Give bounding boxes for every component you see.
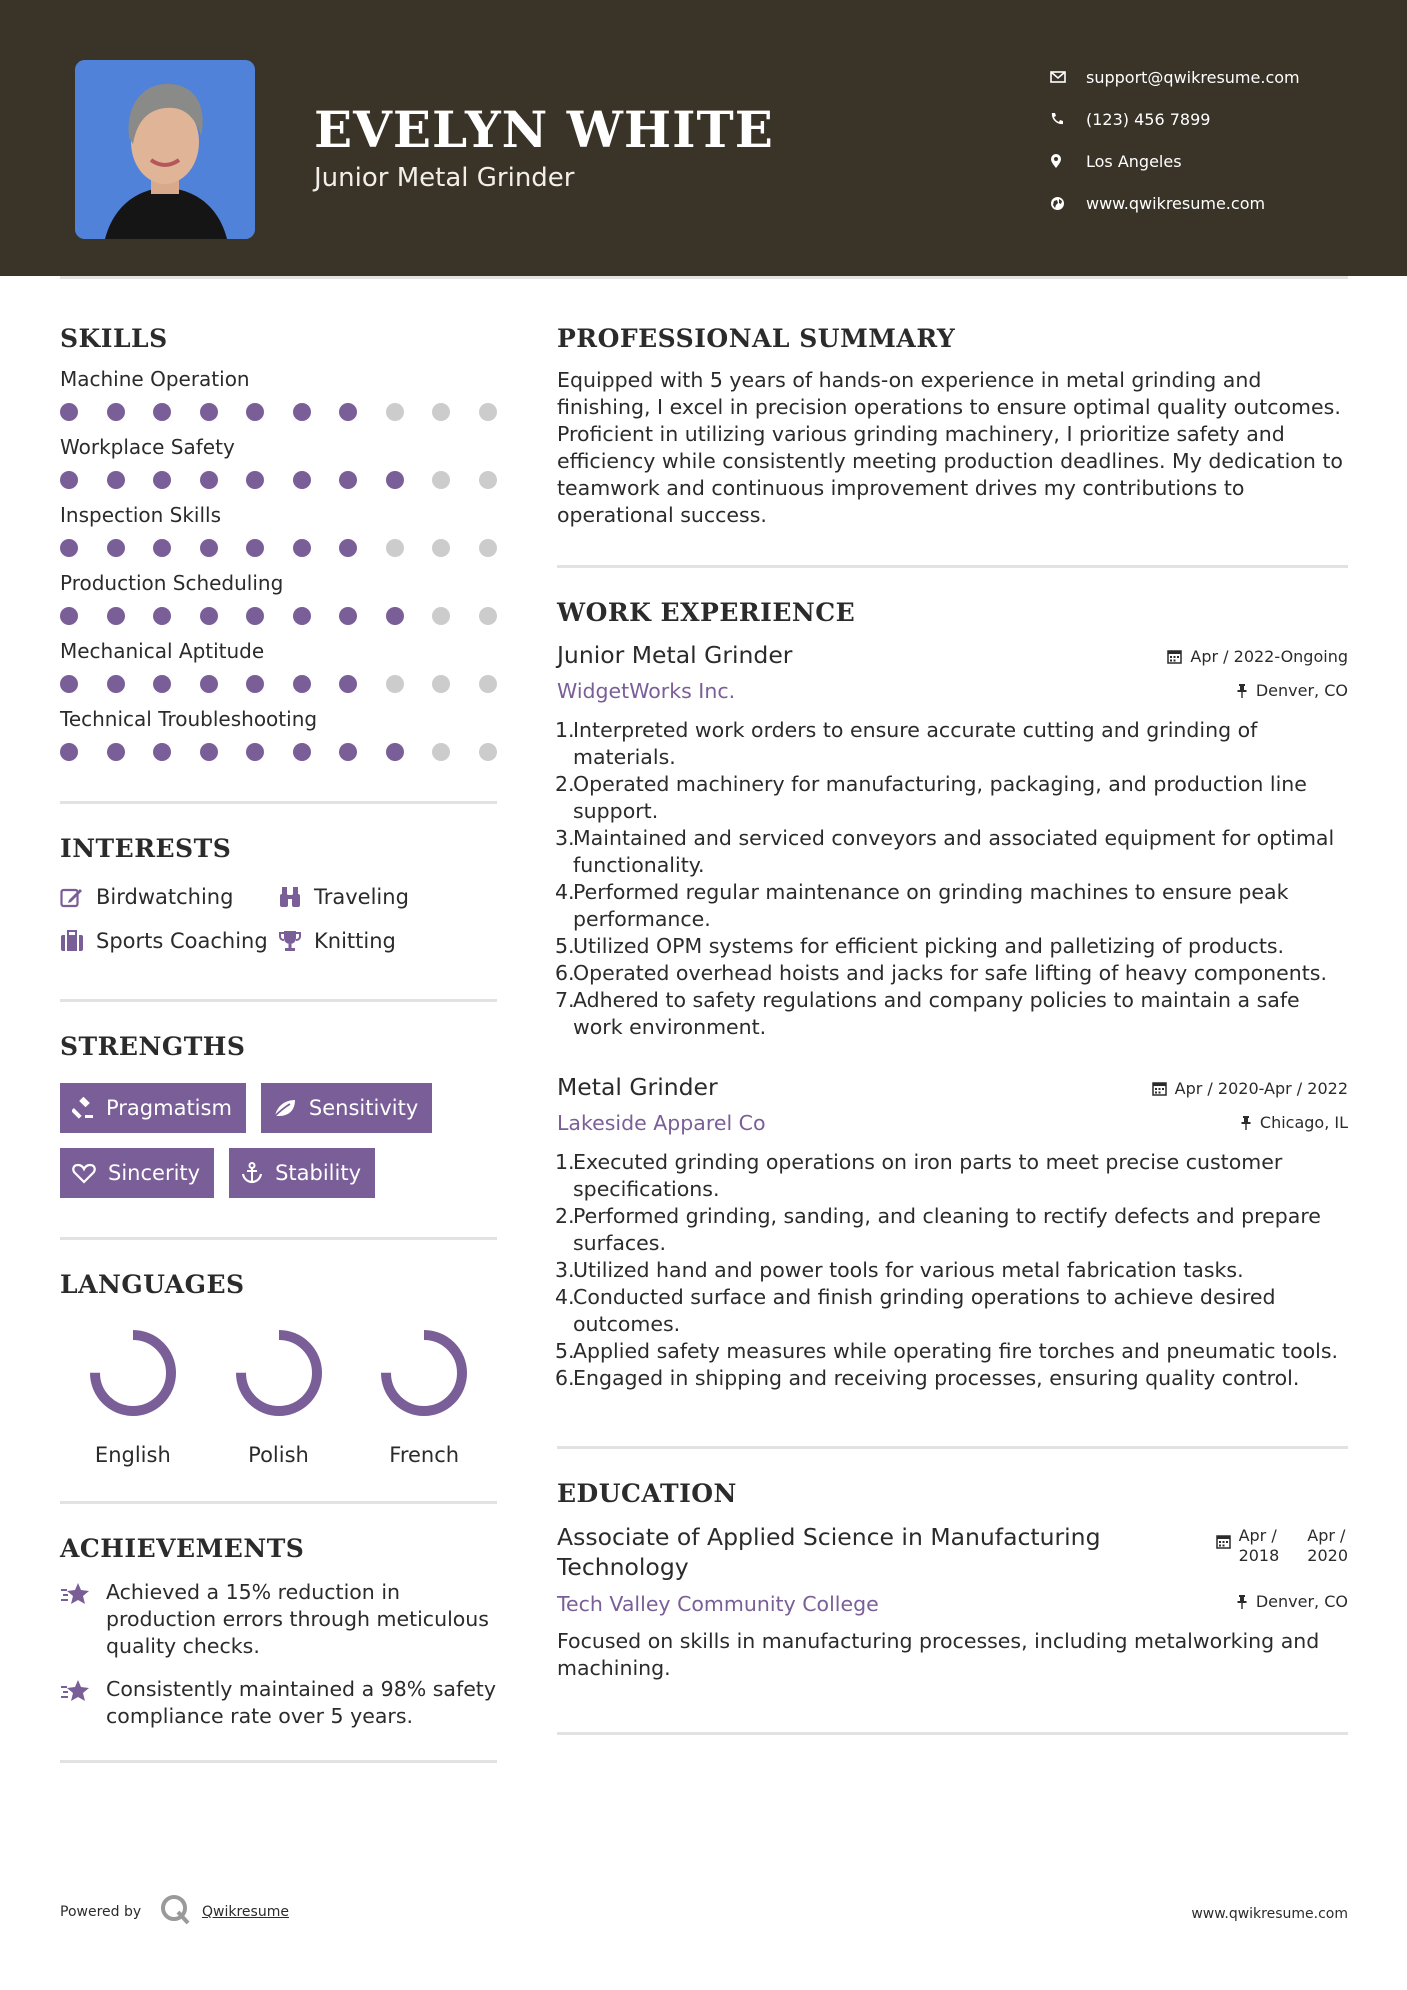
rating-dot-filled bbox=[293, 471, 311, 489]
rating-dot-filled bbox=[200, 675, 218, 693]
job-dates-text: Apr / 2022-Ongoing bbox=[1190, 647, 1348, 666]
leaf-icon bbox=[273, 1098, 297, 1118]
interests-divider bbox=[60, 999, 497, 1002]
experience-title: WORK EXPERIENCE bbox=[557, 598, 856, 627]
rating-dot-empty bbox=[432, 743, 450, 761]
summary-text: Equipped with 5 years of hands-on experience in metal grinding and finishing, I excel in precision operations to ensure optimal quality outcomes. Proficient in utilizing various grinding machinery, I prioritize safety and efficiency while consistently meeting production deadlines. My dedication to teamwork and continuous improvement drives my contributions to operational success. bbox=[557, 368, 1343, 527]
education-start bbox=[1239, 1526, 1280, 1566]
interest-item bbox=[278, 929, 478, 953]
binoculars-icon bbox=[278, 886, 302, 908]
bullet-number: 7. bbox=[555, 988, 575, 1012]
calendar-icon bbox=[1152, 1081, 1167, 1096]
interest-label: Traveling bbox=[314, 885, 409, 909]
rating-dot-filled bbox=[200, 471, 218, 489]
rating-dot-filled bbox=[293, 607, 311, 625]
rating-dot-empty bbox=[479, 743, 497, 761]
calendar-icon bbox=[1216, 1534, 1231, 1549]
interest-item bbox=[278, 885, 478, 909]
envelope-icon bbox=[1050, 71, 1086, 83]
skill-name: Production Scheduling bbox=[60, 571, 284, 595]
qwikresume-link[interactable]: Qwikresume bbox=[202, 1904, 289, 1920]
left-column bbox=[60, 310, 497, 1763]
rating-dot-filled bbox=[60, 471, 78, 489]
job-dates bbox=[1167, 647, 1348, 666]
strength-chip bbox=[229, 1148, 375, 1198]
rating-dot-empty bbox=[432, 471, 450, 489]
job-company: Lakeside Apparel Co bbox=[557, 1111, 766, 1135]
rating-dot-filled bbox=[386, 471, 404, 489]
strengths-list bbox=[60, 1083, 497, 1213]
languages-list bbox=[60, 1325, 497, 1467]
job-bullet bbox=[557, 1203, 1348, 1257]
candidate-name: EVELYN WHITE bbox=[314, 100, 774, 159]
education-location-text: Denver, CO bbox=[1255, 1592, 1348, 1611]
education-location bbox=[1236, 1592, 1348, 1611]
education-degree: Associate of Applied Science in Manufacturing Technology bbox=[557, 1523, 1101, 1581]
rating-dot-filled bbox=[60, 607, 78, 625]
rating-dot-filled bbox=[60, 675, 78, 693]
rating-dot-empty bbox=[386, 403, 404, 421]
rating-dot-filled bbox=[386, 607, 404, 625]
job-role: Junior Metal Grinder bbox=[557, 641, 793, 669]
contact-email-text[interactable]: support@qwikresume.com bbox=[1086, 67, 1300, 87]
edit-icon bbox=[60, 886, 84, 908]
bullet-number: 6. bbox=[555, 961, 575, 985]
job-bullet bbox=[557, 933, 1348, 960]
powered-by-text: Powered by bbox=[60, 1904, 142, 1920]
job-bullet bbox=[557, 879, 1348, 933]
job-bullet bbox=[557, 717, 1348, 771]
language-name: English bbox=[94, 1443, 171, 1467]
experience-divider bbox=[557, 1446, 1348, 1449]
language-ring bbox=[376, 1325, 472, 1421]
bullet-text: Utilized hand and power tools for various metal fabrication tasks. bbox=[573, 1258, 1244, 1282]
rating-dot-filled bbox=[339, 675, 357, 693]
job-bullet bbox=[557, 1284, 1348, 1338]
bullet-text: Applied safety measures while operating fire torches and pneumatic tools. bbox=[573, 1339, 1339, 1363]
bullet-text: Operated machinery for manufacturing, packaging, and production line support. bbox=[573, 772, 1307, 823]
job-company: WidgetWorks Inc. bbox=[557, 679, 736, 703]
education-end bbox=[1307, 1526, 1348, 1566]
rating-dot-filled bbox=[339, 471, 357, 489]
rating-dot-filled bbox=[107, 675, 125, 693]
job-location-text: Chicago, IL bbox=[1259, 1113, 1348, 1132]
language-item bbox=[206, 1325, 352, 1467]
rating-dot-empty bbox=[479, 607, 497, 625]
contact-website[interactable] bbox=[1050, 182, 1370, 224]
rating-dot-filled bbox=[246, 403, 264, 421]
bullet-number: 5. bbox=[555, 1339, 575, 1363]
rating-dot-empty bbox=[479, 539, 497, 557]
language-level-arc bbox=[95, 1335, 171, 1411]
rating-dot-filled bbox=[246, 675, 264, 693]
job-bullets bbox=[557, 1149, 1348, 1392]
bullet-text: Maintained and serviced conveyors and associated equipment for optimal functionality. bbox=[573, 826, 1335, 877]
rating-dot-filled bbox=[200, 403, 218, 421]
resume-header bbox=[0, 0, 1407, 276]
bullet-text: Utilized OPM systems for efficient picking and palletizing of products. bbox=[573, 934, 1285, 958]
globe-icon bbox=[1050, 196, 1086, 211]
bullet-text: Operated overhead hoists and jacks for safe lifting of heavy components. bbox=[573, 961, 1327, 985]
language-name: French bbox=[389, 1443, 460, 1467]
strengths-divider bbox=[60, 1237, 497, 1240]
education-dates bbox=[1216, 1526, 1348, 1566]
achievement-item bbox=[60, 1579, 497, 1660]
achievement-item bbox=[60, 1676, 497, 1730]
contact-phone[interactable] bbox=[1050, 98, 1370, 140]
language-item bbox=[351, 1325, 497, 1467]
achievement-text: Achieved a 15% reduction in production errors through meticulous quality checks. bbox=[106, 1580, 489, 1658]
bullet-text: Performed regular maintenance on grinding machines to ensure peak performance. bbox=[573, 880, 1289, 931]
bullet-number: 6. bbox=[555, 1366, 575, 1390]
contact-list bbox=[1050, 56, 1370, 224]
rating-dot-filled bbox=[386, 743, 404, 761]
strength-chip bbox=[60, 1148, 214, 1198]
rating-dot-filled bbox=[200, 743, 218, 761]
heart-icon bbox=[72, 1163, 96, 1184]
pushpin-icon bbox=[1236, 1594, 1248, 1609]
rating-dot-filled bbox=[153, 539, 171, 557]
achievements-divider bbox=[60, 1760, 497, 1763]
profile-photo bbox=[75, 60, 255, 239]
rating-dot-empty bbox=[386, 675, 404, 693]
rating-dot-filled bbox=[246, 743, 264, 761]
job-bullet bbox=[557, 1338, 1348, 1365]
rating-dot-filled bbox=[153, 403, 171, 421]
suitcase-icon bbox=[60, 930, 84, 952]
education-end-year: 2020 bbox=[1307, 1546, 1348, 1565]
bullet-number: 1. bbox=[555, 718, 575, 742]
bullet-number: 2. bbox=[555, 772, 575, 796]
rating-dot-filled bbox=[200, 539, 218, 557]
bullet-number: 3. bbox=[555, 826, 575, 850]
language-level-arc bbox=[241, 1335, 317, 1411]
skill-rating bbox=[60, 471, 497, 489]
contact-email[interactable] bbox=[1050, 56, 1370, 98]
skill-rating bbox=[60, 675, 497, 693]
rating-dot-empty bbox=[386, 539, 404, 557]
rating-dot-empty bbox=[479, 403, 497, 421]
rating-dot-empty bbox=[432, 607, 450, 625]
rating-dot-filled bbox=[153, 471, 171, 489]
achievement-text: Consistently maintained a 98% safety compliance rate over 5 years. bbox=[106, 1677, 496, 1728]
rating-dot-filled bbox=[339, 539, 357, 557]
map-pin-icon bbox=[1050, 154, 1086, 169]
calendar-icon bbox=[1167, 649, 1182, 664]
rating-dot-empty bbox=[479, 471, 497, 489]
rating-dot-filled bbox=[60, 403, 78, 421]
language-name: Polish bbox=[248, 1443, 309, 1467]
rating-dot-empty bbox=[432, 675, 450, 693]
footer bbox=[60, 1892, 1348, 1932]
bullet-number: 4. bbox=[555, 1285, 575, 1309]
rating-dot-filled bbox=[60, 539, 78, 557]
rating-dot-filled bbox=[339, 743, 357, 761]
job-location bbox=[1240, 1113, 1348, 1132]
skill-name: Mechanical Aptitude bbox=[60, 639, 265, 663]
job-bullet bbox=[557, 1149, 1348, 1203]
languages-title: LANGUAGES bbox=[60, 1270, 245, 1299]
skills-divider bbox=[60, 801, 497, 804]
rating-dot-empty bbox=[479, 675, 497, 693]
star-icon bbox=[60, 1678, 92, 1704]
gavel-icon bbox=[72, 1097, 94, 1119]
rating-dot-filled bbox=[153, 607, 171, 625]
rating-dot-filled bbox=[107, 743, 125, 761]
rating-dot-filled bbox=[153, 743, 171, 761]
rating-dot-filled bbox=[200, 607, 218, 625]
strength-label: Stability bbox=[275, 1161, 362, 1185]
education-divider bbox=[557, 1732, 1348, 1735]
rating-dot-filled bbox=[293, 403, 311, 421]
education-school: Tech Valley Community College bbox=[557, 1592, 879, 1616]
trophy-icon bbox=[278, 930, 302, 952]
strength-chip bbox=[261, 1083, 432, 1133]
skill-name: Inspection Skills bbox=[60, 503, 222, 527]
bullet-text: Engaged in shipping and receiving processes, ensuring quality control. bbox=[573, 1366, 1300, 1390]
bullet-number: 5. bbox=[555, 934, 575, 958]
bullet-text: Adhered to safety regulations and company policies to maintain a safe work environment. bbox=[573, 988, 1300, 1039]
anchor-icon bbox=[241, 1162, 263, 1184]
skill-rating bbox=[60, 607, 497, 625]
job-bullet bbox=[557, 825, 1348, 879]
bullet-number: 4. bbox=[555, 880, 575, 904]
job-bullet bbox=[557, 987, 1348, 1041]
job-role: Metal Grinder bbox=[557, 1073, 718, 1101]
job-bullet bbox=[557, 1365, 1348, 1392]
interest-label: Sports Coaching bbox=[96, 929, 268, 953]
contact-location-text: Los Angeles bbox=[1086, 151, 1182, 171]
language-ring bbox=[85, 1325, 181, 1421]
strength-label: Sincerity bbox=[108, 1161, 201, 1185]
qwikresume-logo-icon[interactable] bbox=[158, 1892, 192, 1926]
rating-dot-filled bbox=[246, 471, 264, 489]
achievements-title: ACHIEVEMENTS bbox=[60, 1534, 305, 1563]
achievements-list bbox=[60, 1579, 497, 1730]
bullet-text: Interpreted work orders to ensure accurate cutting and grinding of materials. bbox=[573, 718, 1258, 769]
rating-dot-empty bbox=[432, 403, 450, 421]
interest-label: Birdwatching bbox=[96, 885, 234, 909]
language-ring bbox=[231, 1325, 327, 1421]
bullet-number: 3. bbox=[555, 1258, 575, 1282]
rating-dot-filled bbox=[60, 743, 78, 761]
right-column bbox=[557, 310, 1348, 1735]
contact-phone-text[interactable]: (123) 456 7899 bbox=[1086, 109, 1211, 129]
languages-divider bbox=[60, 1501, 497, 1504]
rating-dot-filled bbox=[107, 607, 125, 625]
skill-rating bbox=[60, 403, 497, 421]
education-description: Focused on skills in manufacturing processes, including metalworking and machining. bbox=[557, 1629, 1320, 1680]
education-start-year: 2018 bbox=[1238, 1546, 1280, 1565]
job-entry bbox=[557, 1073, 1348, 1392]
skill-name: Workplace Safety bbox=[60, 435, 235, 459]
job-bullet bbox=[557, 771, 1348, 825]
language-item bbox=[60, 1325, 206, 1467]
interest-label: Knitting bbox=[314, 929, 396, 953]
candidate-title: Junior Metal Grinder bbox=[314, 163, 575, 193]
rating-dot-filled bbox=[293, 743, 311, 761]
job-location-text: Denver, CO bbox=[1255, 681, 1348, 700]
portrait-icon bbox=[75, 60, 255, 239]
strength-chip bbox=[60, 1083, 246, 1133]
skill-rating bbox=[60, 539, 497, 557]
footer-url[interactable]: www.qwikresume.com bbox=[1191, 1906, 1348, 1922]
education-start-month: Apr / bbox=[1238, 1526, 1277, 1545]
job-bullet bbox=[557, 960, 1348, 987]
summary-divider bbox=[557, 565, 1348, 568]
contact-website-text[interactable]: www.qwikresume.com bbox=[1086, 193, 1266, 213]
summary-title: PROFESSIONAL SUMMARY bbox=[557, 324, 956, 353]
bullet-number: 1. bbox=[555, 1150, 575, 1174]
job-entry bbox=[557, 641, 1348, 1041]
job-bullets bbox=[557, 717, 1348, 1041]
strength-label: Pragmatism bbox=[106, 1096, 232, 1120]
job-dates bbox=[1152, 1079, 1348, 1098]
language-level-arc bbox=[386, 1335, 462, 1411]
skills-title: SKILLS bbox=[60, 324, 168, 353]
interest-item bbox=[60, 885, 278, 909]
rating-dot-filled bbox=[107, 539, 125, 557]
education-end-month: Apr / bbox=[1307, 1526, 1346, 1545]
pushpin-icon bbox=[1240, 1115, 1252, 1130]
job-bullet bbox=[557, 1257, 1348, 1284]
education-title: EDUCATION bbox=[557, 1479, 737, 1508]
interests-title: INTERESTS bbox=[60, 834, 232, 863]
job-dates-text: Apr / 2020-Apr / 2022 bbox=[1174, 1079, 1348, 1098]
rating-dot-filled bbox=[246, 539, 264, 557]
rating-dot-empty bbox=[432, 539, 450, 557]
bullet-text: Executed grinding operations on iron parts to meet precise customer specifications. bbox=[573, 1150, 1283, 1201]
education-entry bbox=[557, 1522, 1348, 1682]
skill-name: Technical Troubleshooting bbox=[60, 707, 318, 731]
phone-icon bbox=[1050, 112, 1086, 126]
strength-label: Sensitivity bbox=[308, 1096, 419, 1120]
rating-dot-filled bbox=[293, 539, 311, 557]
rating-dot-filled bbox=[293, 675, 311, 693]
rating-dot-filled bbox=[107, 471, 125, 489]
skills-list bbox=[60, 367, 497, 761]
rating-dot-filled bbox=[246, 607, 264, 625]
rating-dot-filled bbox=[153, 675, 171, 693]
skill-name: Machine Operation bbox=[60, 367, 250, 391]
pushpin-icon bbox=[1236, 683, 1248, 698]
rating-dot-filled bbox=[339, 403, 357, 421]
job-location bbox=[1236, 681, 1348, 700]
bullet-text: Conducted surface and finish grinding operations to achieve desired outcomes. bbox=[573, 1285, 1276, 1336]
interests-list bbox=[60, 885, 497, 953]
interest-item bbox=[60, 929, 278, 953]
header-divider bbox=[60, 276, 1348, 279]
contact-location bbox=[1050, 140, 1370, 182]
rating-dot-filled bbox=[339, 607, 357, 625]
skill-rating bbox=[60, 743, 497, 761]
bullet-number: 2. bbox=[555, 1204, 575, 1228]
bullet-text: Performed grinding, sanding, and cleaning to rectify defects and prepare surfaces. bbox=[573, 1204, 1321, 1255]
strengths-title: STRENGTHS bbox=[60, 1032, 246, 1061]
star-icon bbox=[60, 1581, 92, 1607]
rating-dot-filled bbox=[107, 403, 125, 421]
